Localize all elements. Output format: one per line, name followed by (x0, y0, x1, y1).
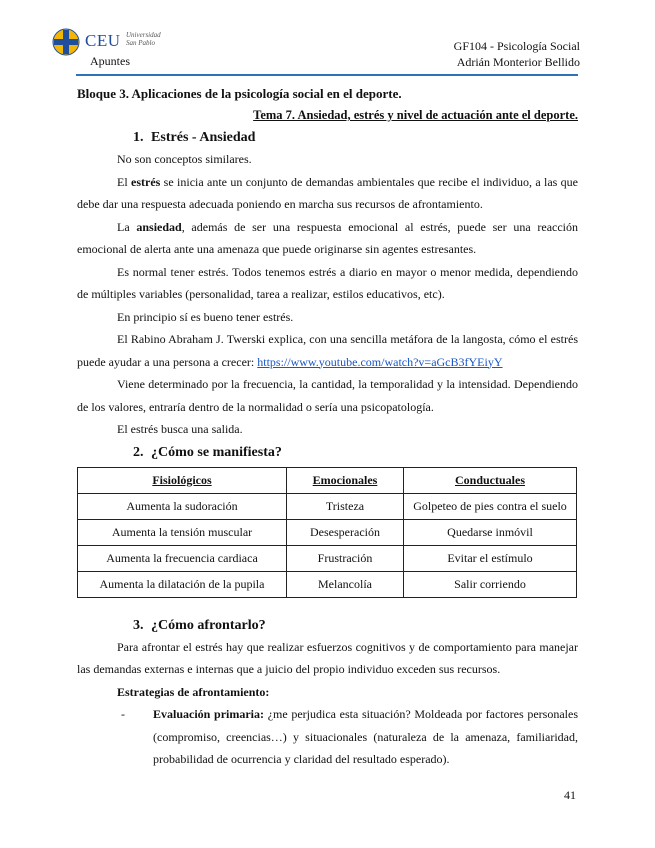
table-cell: Golpeteo de pies contra el suelo (404, 493, 577, 519)
table-header-row (78, 467, 577, 493)
header-course-info (454, 38, 580, 70)
section-heading-1: 1. Estrés - Ansiedad (133, 129, 256, 145)
table-cell: Aumenta la sudoración (78, 493, 287, 519)
table-cell: Salir corriendo (404, 571, 577, 597)
paragraph: El estrés busca una salida. (117, 422, 243, 436)
header-apuntes: Apuntes (90, 54, 130, 68)
table-cell: Aumenta la frecuencia cardiaca (78, 545, 287, 571)
youtube-link[interactable]: https://www.youtube.com/watch?v=aGcB3fYEiyY (257, 354, 503, 369)
table-row (78, 519, 577, 545)
symptoms-table (77, 467, 577, 598)
page-number: 41 (564, 788, 576, 802)
author-name: Adrián Monterior Bellido (456, 55, 580, 69)
header-divider (76, 74, 578, 76)
table-cell: Quedarse inmóvil (404, 519, 577, 545)
table-cell: Desesperación (287, 519, 404, 545)
table-row (78, 545, 577, 571)
table-cell: Aumenta la dilatación de la pupila (78, 571, 287, 597)
table-cell: Frustración (287, 545, 404, 571)
table-cell: Evitar el estímulo (404, 545, 577, 571)
document-body (77, 84, 578, 771)
paragraph: Es normal tener estrés. Todos tenemos estrés a diario en mayor o menor medida, dependiendo de múltiples variables (personalidad, tarea a realizar, estilos educativos, etc). (77, 264, 578, 301)
table-header-cell: Fisiológicos (78, 467, 287, 493)
list-item (77, 703, 578, 771)
logo-text: CEU (85, 31, 121, 50)
paragraph: En principio sí es bueno tener estrés. (117, 309, 294, 324)
block-heading: Bloque 3. Aplicaciones de la psicología social en el deporte. (77, 86, 402, 101)
table-cell: Melancolía (287, 571, 404, 597)
paragraph-ansiedad: La ansiedad, además de ser una respuesta emocional al estrés, puede ser una reacción emocional de alerta ante una amenaza que puede originarse sin agentes estresantes. (77, 219, 578, 256)
table-row (78, 571, 577, 597)
table-cell: Aumenta la tensión muscular (78, 519, 287, 545)
strategies-heading: Estrategias de afrontamiento: (117, 684, 270, 699)
logo-subtitle: Universidad San Pablo (126, 31, 161, 47)
page-header (52, 28, 580, 78)
tema-heading: Tema 7. Ansiedad, estrés y nivel de actuación ante el deporte. (253, 108, 578, 122)
table-header-cell: Emocionales (287, 467, 404, 493)
paragraph: No son conceptos similares. (117, 152, 252, 166)
ceu-shield-icon (52, 28, 80, 56)
bullet-dash: - (121, 707, 125, 721)
paragraph: Para afrontar el estrés hay que realizar esfuerzos cognitivos y de comportamiento para manejar las demandas externas e internas que a juicio del propio individuo exceden sus recursos. (77, 639, 578, 676)
bullet-term: Evaluación primaria: (153, 707, 265, 721)
course-name: GF104 - Psicología Social (453, 39, 580, 53)
section-heading-2: 2. ¿Cómo se manifiesta? (133, 443, 282, 460)
paragraph: Viene determinado por la frecuencia, la cantidad, la temporalidad y la intensidad. Dependiendo de los valores, entraría dentro de la normalidad o sería una psicopatología. (77, 377, 578, 414)
table-cell: Tristeza (287, 493, 404, 519)
table-header-cell: Conductuales (404, 467, 577, 493)
paragraph-video: El Rabino Abraham J. Twerski explica, con una sencilla metáfora de la langosta, cómo el estrés puede ayudar a una persona a crecer: https://www.youtube.com/watch?v=aGcB3fYEiyY (77, 332, 578, 369)
table-row (78, 493, 577, 519)
paragraph-estres: El estrés se inicia ante un conjunto de demandas ambientales que recibe el individuo, a las que debe dar una respuesta adecuada poniendo en marcha sus recursos de afrontamiento. (77, 174, 578, 211)
section-heading-3: 3. ¿Cómo afrontarlo? (133, 616, 266, 633)
bullet-text: ¿me perjudica esta situación? Moldeada por factores personales (compromiso, creencias…) y situacionales (naturaleza de la amenaza, familiaridad, probabilidad de ocurrencia y claridad del resultado esperado). (153, 707, 578, 766)
